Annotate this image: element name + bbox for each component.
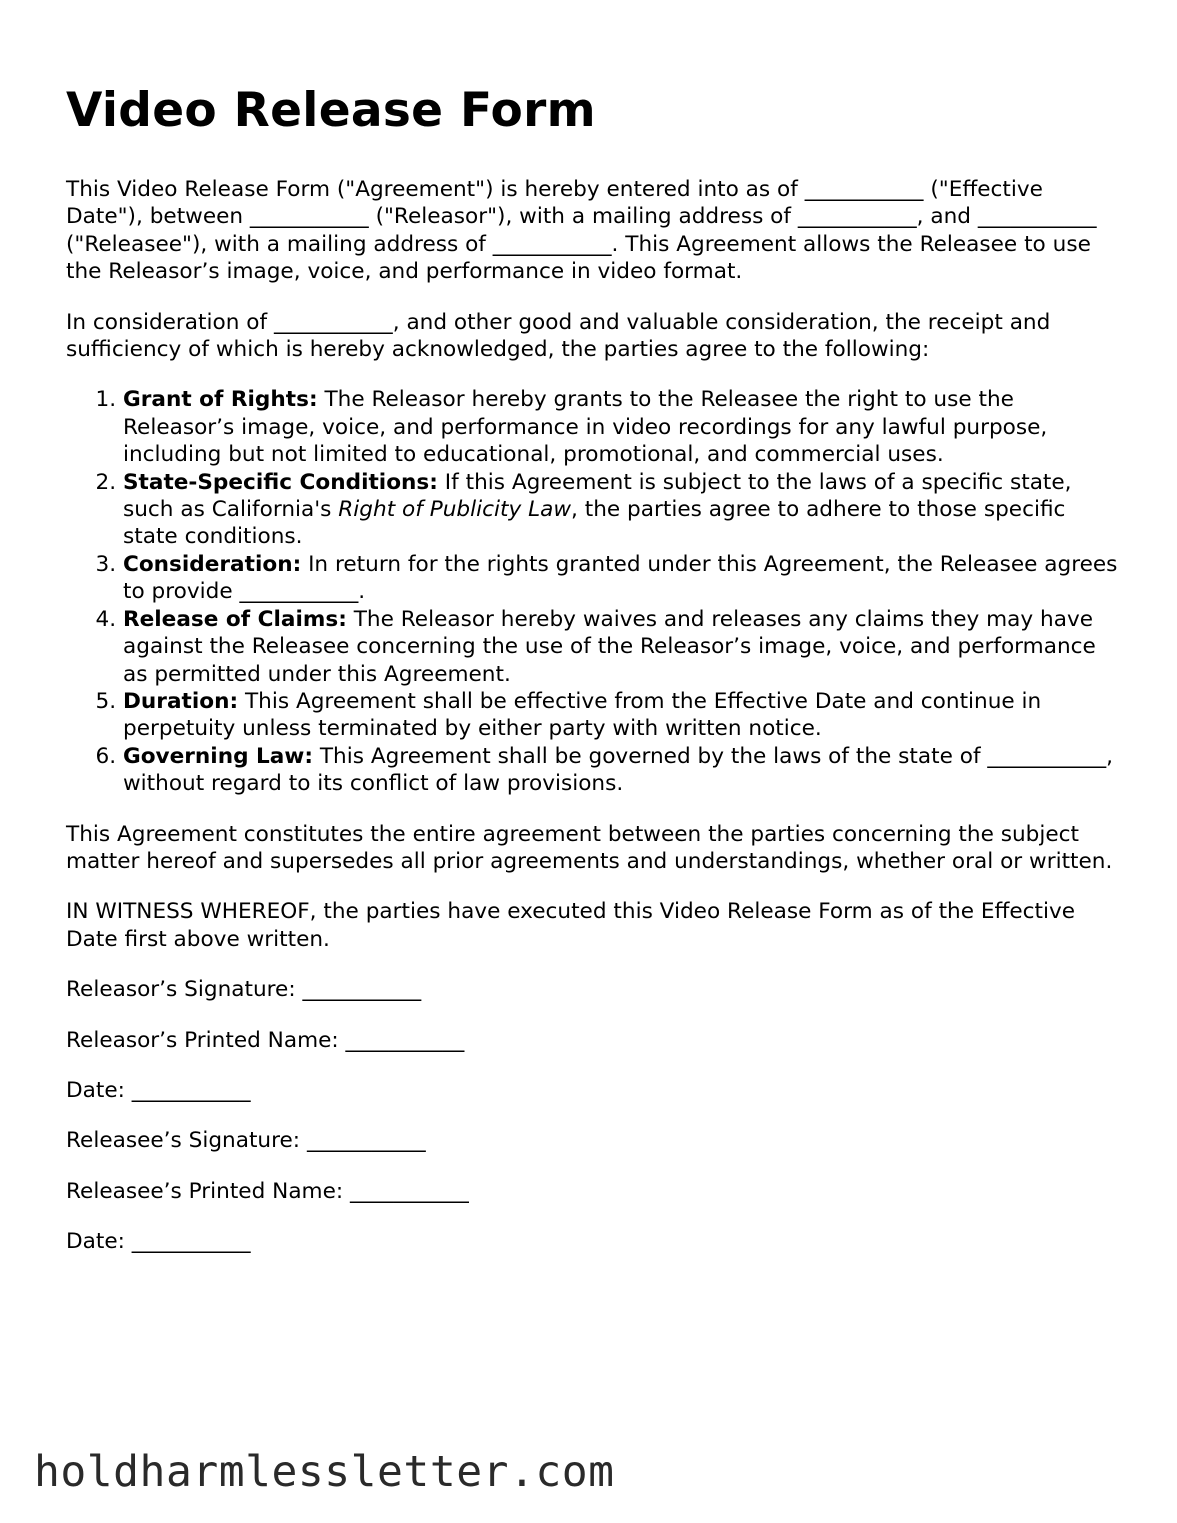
clause-text: This Agreement shall be governed by the laws of the state of ___________, without regard to its conflict of law provisions. [123,743,1114,797]
intro-paragraph: This Video Release Form ("Agreement") is hereby entered into as of ___________ ("Effective Date"), between ___________ ("Releasor"), with a mailing address of ___________, and ___________ ("Releasee"), with a mailing address of ___________. This Agreement allows the Releasee to use the Releasor’s image, voice, and performance in video format. [66,177,1097,285]
consideration-paragraph: In consideration of ___________, and other good and valuable consideration, the receipt and sufficiency of which is hereby acknowledged, the parties agree to the following: [66,309,1051,363]
releasee-printed-name-line: Releasee’s Printed Name: ___________ [66,1178,469,1204]
entire-agreement-paragraph: This Agreement constitutes the entire agreement between the parties concerning the subject matter hereof and supersedes all prior agreements and understandings, whether oral or written. [66,821,1113,874]
clause-consideration [123,551,1126,606]
clause-release-of-claims [123,606,1126,688]
site-watermark: holdharmlessletter.com [34,1447,615,1497]
page-title: Video Release Form [66,83,596,138]
document-page [66,82,1126,1279]
releasee-signature-line: Releasee’s Signature: ___________ [66,1128,426,1154]
clause-text: In return for the rights granted under this Agreement, the Releasee agrees to provide ___________. [123,551,1118,605]
clause-heading: Consideration: [123,551,302,577]
releasee-date-line: Date: ___________ [66,1229,251,1255]
clause-list [66,386,1126,797]
releasor-date-line: Date: ___________ [66,1077,251,1103]
releasor-printed-name-line: Releasor’s Printed Name: ___________ [66,1027,465,1053]
releasor-signature-line: Releasor’s Signature: ___________ [66,977,422,1003]
clause-text: If this Agreement is subject to the laws of a specific state, such as California's [123,469,1072,523]
clause-grant-of-rights [123,386,1126,468]
clause-text: The Releasor hereby waives and releases any claims they may have against the Releasee concerning the use of the Releasor’s image, voice, and performance as permitted under this Agreement. [123,606,1096,687]
clause-text: The Releasor hereby grants to the Releasee the right to use the Releasor’s image, voice, and performance in video recordings for any lawful purpose, including but not limited to educational, promotional, and commercial uses. [123,387,1048,468]
clause-text: , the parties agree to adhere to those specific state conditions. [123,497,1066,550]
witness-paragraph: IN WITNESS WHEREOF, the parties have executed this Video Release Form as of the Effective Date first above written. [66,899,1076,952]
clause-law-name: Right of Publicity Law [338,497,572,523]
clause-heading: Governing Law: [123,743,313,769]
clause-governing-law [123,743,1126,798]
clause-text: This Agreement shall be effective from the Effective Date and continue in perpetuity unless terminated by either party with written notice. [123,688,1042,742]
clause-heading: Duration: [123,688,239,714]
clause-heading: Release of Claims: [123,606,347,632]
clause-state-specific-conditions [123,469,1126,551]
clause-duration [123,688,1126,743]
clause-heading: State-Specific Conditions: [123,469,438,495]
clause-heading: Grant of Rights: [123,387,318,413]
